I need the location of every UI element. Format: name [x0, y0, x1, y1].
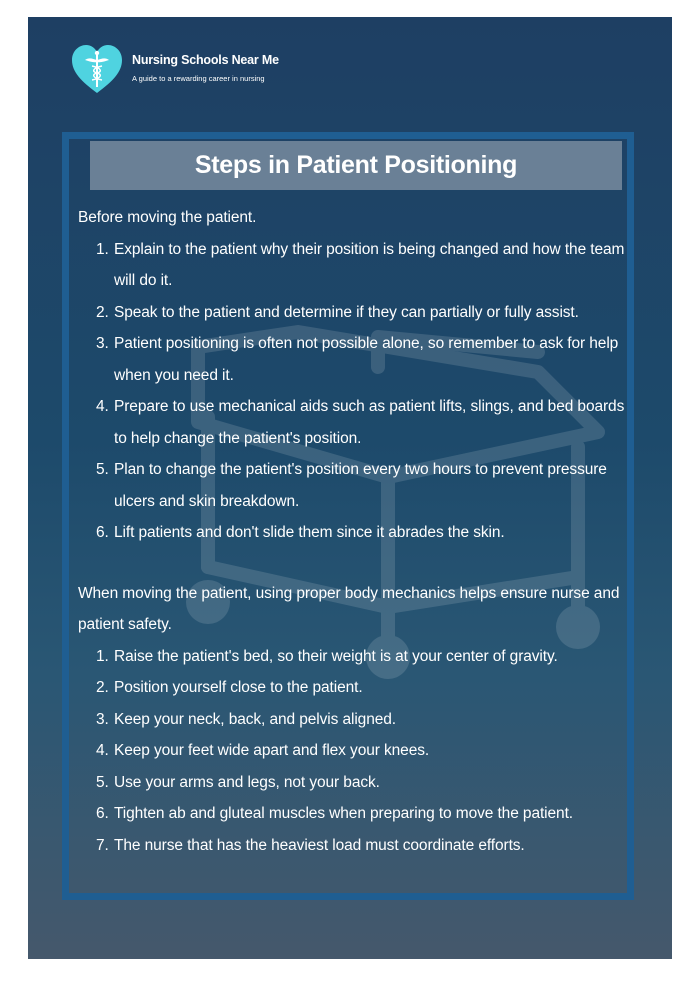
- step-text: Raise the patient's bed, so their weight is at your center of gravity.: [114, 647, 558, 665]
- step-number: 2.: [96, 303, 109, 321]
- list-item: [78, 735, 626, 767]
- step-number: 7.: [96, 836, 109, 854]
- step-number: 4.: [96, 742, 109, 759]
- step-text: Lift patients and don't slide them since it abrades the skin.: [114, 524, 505, 541]
- step-text: Speak to the patient and determine if they can partially or fully assist.: [114, 303, 579, 321]
- step-number: 3.: [96, 710, 109, 728]
- step-text: Keep your neck, back, and pelvis aligned.: [114, 710, 396, 728]
- list-item: [78, 297, 626, 329]
- step-text: Tighten ab and gluteal muscles when preparing to move the patient.: [114, 805, 573, 822]
- brand-name: Nursing Schools Near Me: [132, 53, 279, 67]
- step-text: The nurse that has the heaviest load must coordinate efforts.: [114, 836, 525, 854]
- step-number: 5.: [96, 461, 109, 478]
- step-number: 2.: [96, 679, 109, 696]
- step-number: 5.: [96, 773, 109, 791]
- list-item: [78, 830, 626, 862]
- step-text: Use your arms and legs, not your back.: [114, 773, 380, 791]
- list-item: [78, 704, 626, 736]
- step-number: 3.: [96, 335, 109, 352]
- list-item: [78, 517, 626, 549]
- title-bar: [90, 141, 622, 190]
- list-item: [78, 391, 626, 454]
- list-item: [78, 234, 626, 297]
- poster: [28, 17, 672, 959]
- list-item: [78, 798, 626, 830]
- step-number: 4.: [96, 398, 109, 415]
- list-item: [78, 328, 626, 391]
- steps-list-before: [78, 234, 626, 549]
- step-text: Position yourself close to the patient.: [114, 679, 363, 696]
- section-intro-during: When moving the patient, using proper body mechanics helps ensure nurse and patient safety.: [78, 584, 620, 633]
- step-text: Keep your feet wide apart and flex your knees.: [114, 742, 430, 759]
- page-title: Steps in Patient Positioning: [194, 151, 518, 179]
- section-intro-before: Before moving the patient.: [78, 209, 257, 226]
- step-text: Patient positioning is often not possible alone, so remember to ask for help when you need it.: [114, 335, 619, 384]
- brand-tagline: A guide to a rewarding career in nursing: [132, 74, 265, 83]
- step-text: Explain to the patient why their position is being changed and how the team will do it.: [114, 240, 625, 289]
- content: [78, 202, 626, 861]
- step-number: 6.: [96, 805, 109, 822]
- steps-list-during: [78, 641, 626, 862]
- step-number: 1.: [96, 240, 109, 258]
- step-text: Plan to change the patient's position every two hours to prevent pressure ulcers and skin breakdown.: [114, 461, 607, 510]
- step-number: 6.: [96, 524, 109, 541]
- list-item: [78, 454, 626, 517]
- heart-caduceus-icon: [70, 43, 124, 97]
- list-item: [78, 672, 626, 704]
- list-item: [78, 641, 626, 673]
- list-item: [78, 767, 626, 799]
- step-number: 1.: [96, 647, 109, 665]
- step-text: Prepare to use mechanical aids such as patient lifts, slings, and bed boards to help change the patient's position.: [114, 398, 625, 447]
